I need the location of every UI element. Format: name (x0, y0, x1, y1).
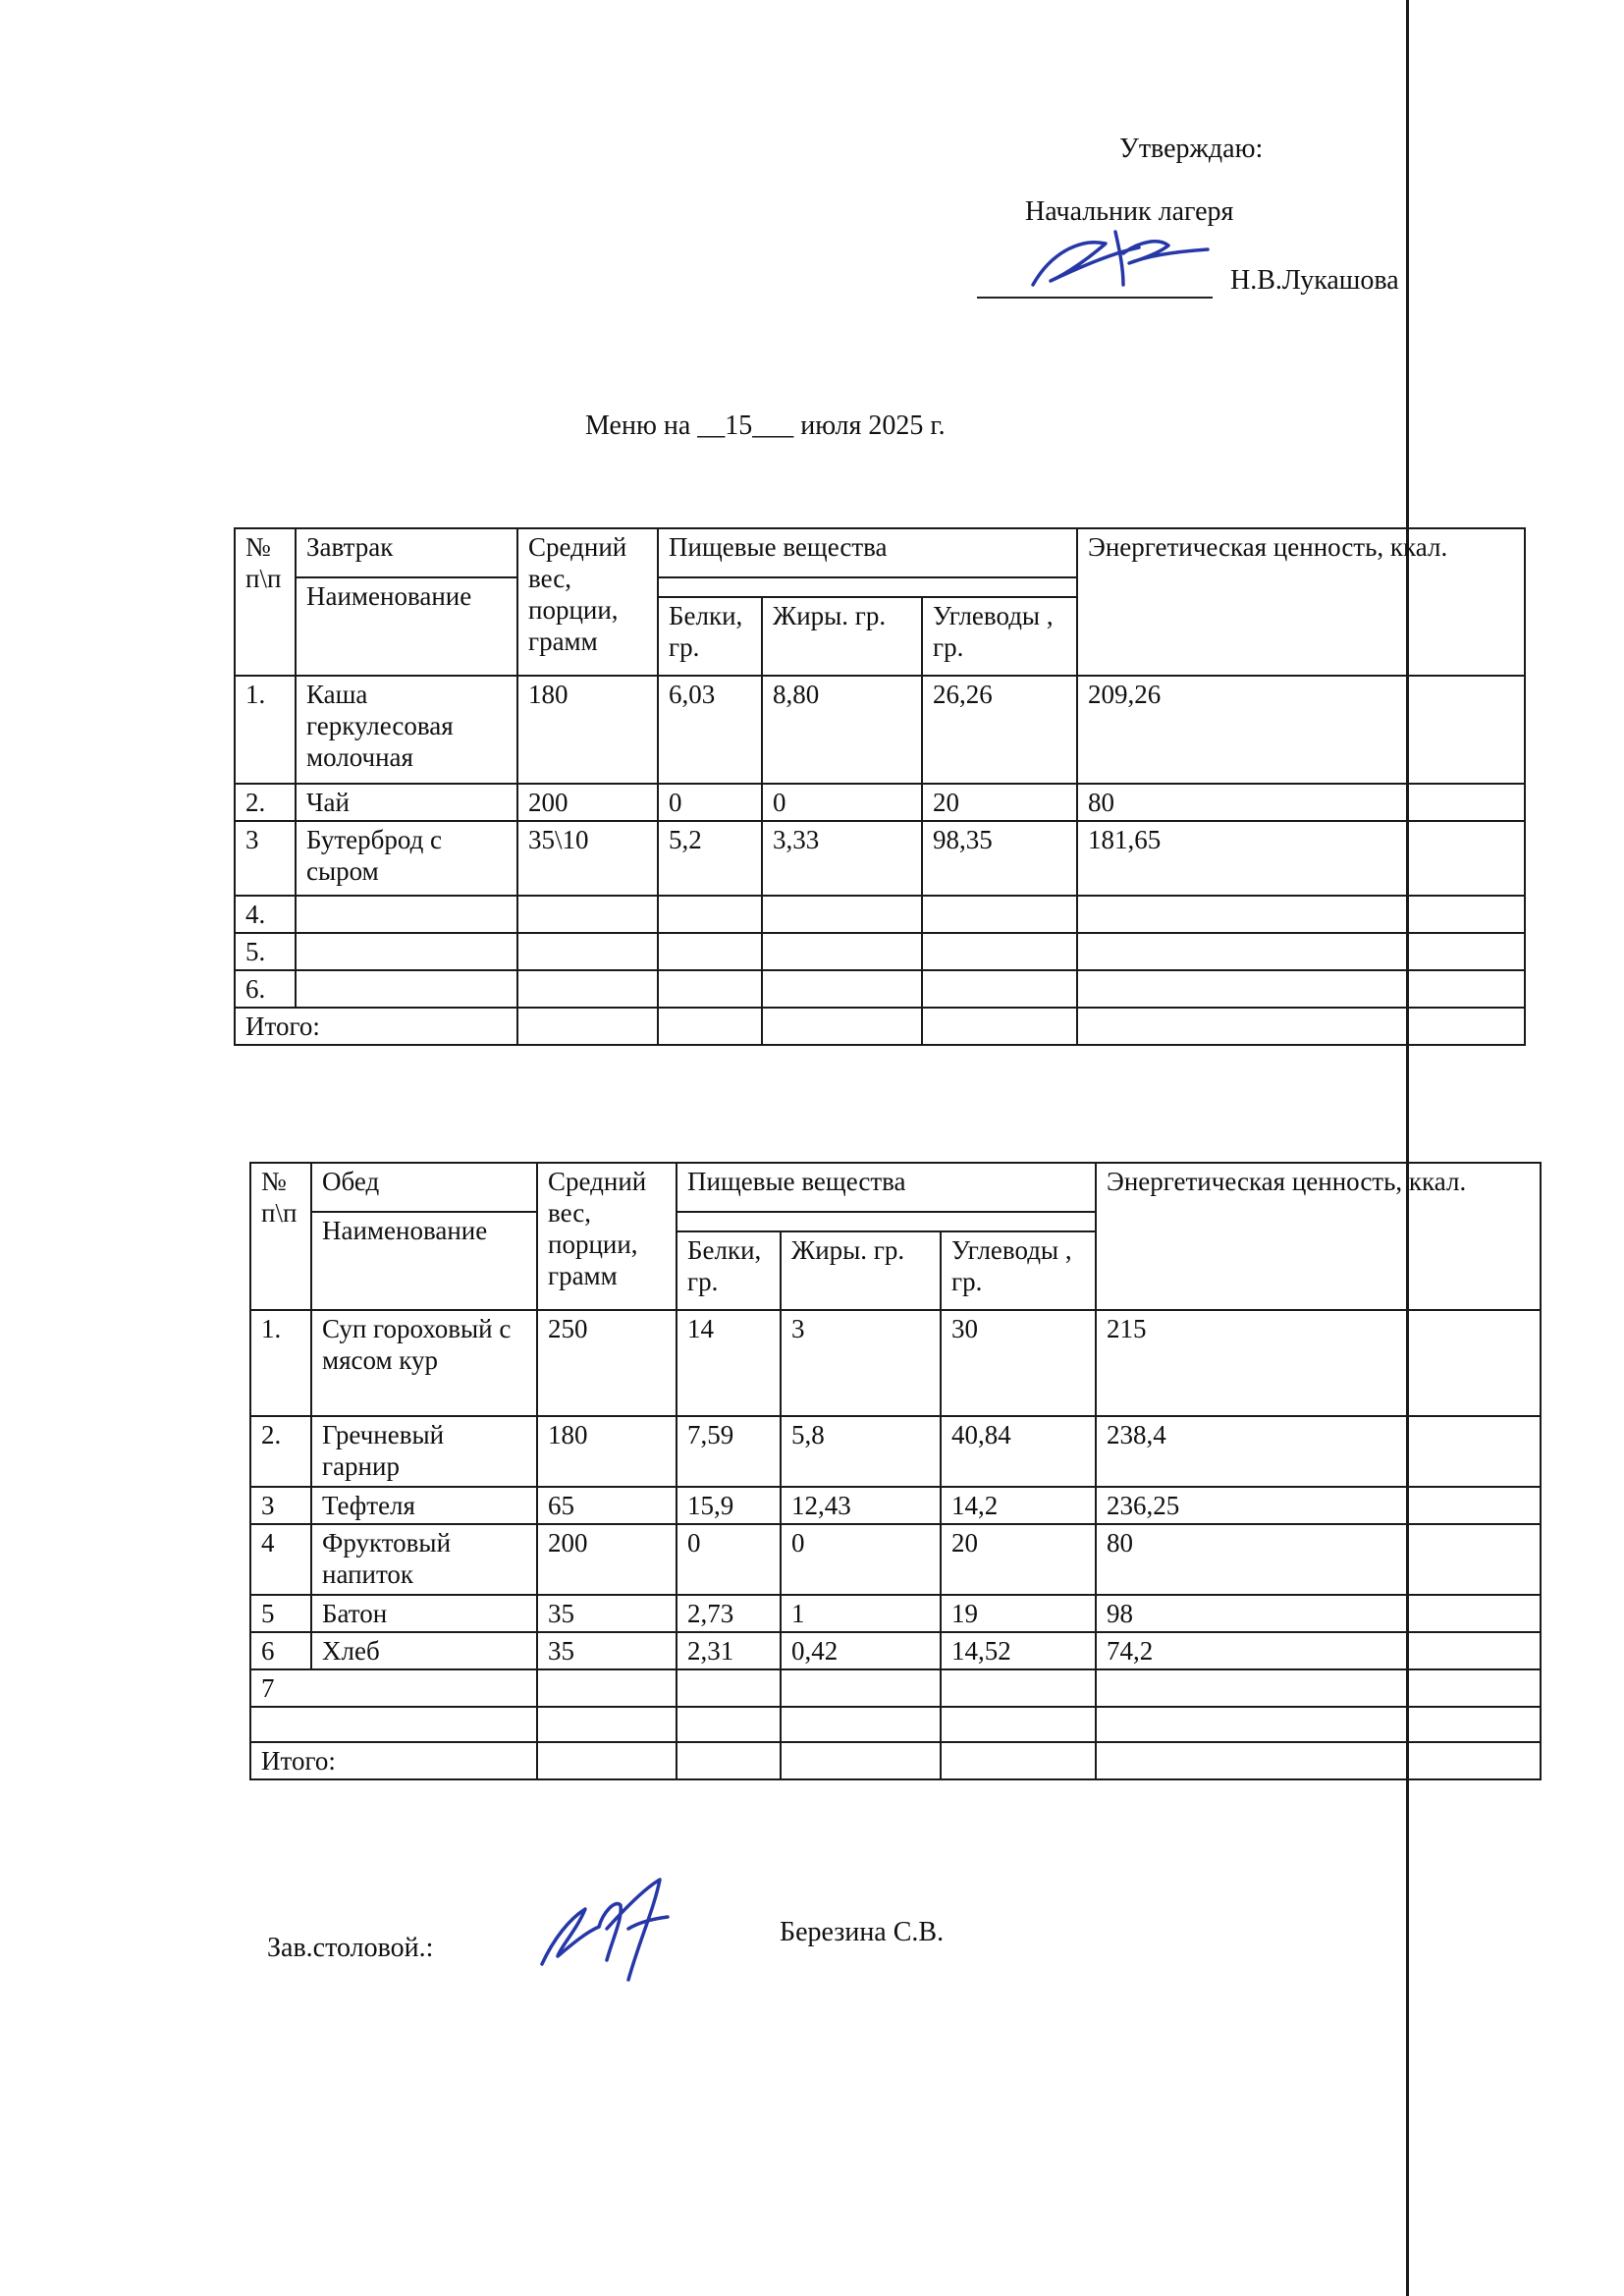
total-protein (658, 1008, 762, 1045)
row-protein: 0 (677, 1524, 781, 1595)
table-row (235, 784, 1525, 821)
document-title: Меню на __15___ июля 2025 г. (585, 410, 946, 441)
row-num: 3 (250, 1487, 311, 1524)
row-carbs: 20 (941, 1524, 1096, 1595)
total-fat (762, 1008, 922, 1045)
row-energy: 181,65 (1077, 821, 1525, 896)
row-carbs (941, 1707, 1096, 1742)
row-carbs (922, 933, 1077, 970)
approval-name: Н.В.Лукашова (1230, 265, 1399, 296)
table-row (250, 1310, 1541, 1416)
row-protein: 5,2 (658, 821, 762, 896)
row-weight (517, 933, 658, 970)
row-num: 1. (250, 1310, 311, 1416)
col-header-protein: Белки, гр. (677, 1231, 781, 1310)
row-protein (658, 970, 762, 1008)
row-num: 7 (250, 1669, 537, 1707)
col-header-carbs: Углеводы , гр. (941, 1231, 1096, 1310)
row-name: Каша геркулесовая молочная (296, 676, 517, 784)
row-energy: 238,4 (1096, 1416, 1541, 1487)
row-protein: 14 (677, 1310, 781, 1416)
row-name (296, 896, 517, 933)
row-fat (781, 1669, 941, 1707)
row-energy: 74,2 (1096, 1632, 1541, 1669)
col-header-nutrients: Пищевые вещества (677, 1163, 1096, 1212)
row-name: Бутерброд с сыром (296, 821, 517, 896)
total-carbs (922, 1008, 1077, 1045)
canteen-head-signature (530, 1870, 687, 1988)
row-weight: 200 (517, 784, 658, 821)
row-carbs (941, 1669, 1096, 1707)
table-row (250, 1707, 1541, 1742)
row-num: 5 (250, 1595, 311, 1632)
meal-label: Обед (311, 1163, 537, 1212)
meal-label: Завтрак (296, 528, 517, 577)
total-row (235, 1008, 1525, 1045)
row-energy (1096, 1669, 1541, 1707)
row-weight: 180 (537, 1416, 677, 1487)
row-fat: 3,33 (762, 821, 922, 896)
row-num: 6. (235, 970, 296, 1008)
row-carbs: 30 (941, 1310, 1096, 1416)
approval-title: Утверждаю: (1119, 134, 1264, 164)
col-header-carbs: Углеводы , гр. (922, 597, 1077, 676)
col-header-energy: Энергетическая ценность, ккал. (1096, 1163, 1541, 1310)
row-num: 5. (235, 933, 296, 970)
footer-label: Зав.столовой.: (267, 1933, 434, 1963)
row-carbs: 26,26 (922, 676, 1077, 784)
row-num: 2. (250, 1416, 311, 1487)
row-carbs: 19 (941, 1595, 1096, 1632)
row-carbs: 98,35 (922, 821, 1077, 896)
row-protein: 0 (658, 784, 762, 821)
row-num: 2. (235, 784, 296, 821)
row-num: 4. (235, 896, 296, 933)
total-protein (677, 1742, 781, 1779)
table-row (250, 1669, 1541, 1707)
row-protein: 6,03 (658, 676, 762, 784)
row-name: Суп гороховый с мясом кур (311, 1310, 537, 1416)
approval-signature-line (977, 297, 1213, 299)
row-name: Чай (296, 784, 517, 821)
row-energy: 80 (1077, 784, 1525, 821)
row-fat (762, 933, 922, 970)
total-row (250, 1742, 1541, 1779)
row-carbs (922, 970, 1077, 1008)
row-name: Гречневый гарнир (311, 1416, 537, 1487)
table-row (250, 1487, 1541, 1524)
row-fat (781, 1707, 941, 1742)
row-weight: 35 (537, 1595, 677, 1632)
row-protein (677, 1669, 781, 1707)
row-weight: 35\10 (517, 821, 658, 896)
row-carbs: 14,2 (941, 1487, 1096, 1524)
table-row (235, 676, 1525, 784)
row-fat: 0 (781, 1524, 941, 1595)
row-energy (1077, 933, 1525, 970)
col-header-protein: Белки, гр. (658, 597, 762, 676)
row-num: 6 (250, 1632, 311, 1669)
row-num: 4 (250, 1524, 311, 1595)
breakfast-table (234, 527, 1526, 1046)
total-weight (537, 1742, 677, 1779)
approval-signature (1021, 224, 1218, 302)
row-name: Батон (311, 1595, 537, 1632)
row-carbs (922, 896, 1077, 933)
row-fat: 8,80 (762, 676, 922, 784)
row-fat: 0,42 (781, 1632, 941, 1669)
row-energy (1077, 970, 1525, 1008)
row-carbs: 40,84 (941, 1416, 1096, 1487)
col-header-fat: Жиры. гр. (781, 1231, 941, 1310)
row-energy: 80 (1096, 1524, 1541, 1595)
col-header-energy: Энергетическая ценность, ккал. (1077, 528, 1525, 676)
lunch-table (249, 1162, 1542, 1780)
row-name (296, 970, 517, 1008)
table-row (250, 1595, 1541, 1632)
row-fat: 1 (781, 1595, 941, 1632)
table-row (250, 1632, 1541, 1669)
row-protein (677, 1707, 781, 1742)
row-energy (1096, 1707, 1541, 1742)
row-name (296, 933, 517, 970)
nutrients-spacer (677, 1212, 1096, 1231)
col-header-num: № п\п (235, 528, 296, 676)
col-header-weight: Средний вес, порции, грамм (537, 1163, 677, 1310)
nutrients-spacer (658, 577, 1077, 597)
row-protein (658, 933, 762, 970)
row-energy: 98 (1096, 1595, 1541, 1632)
row-weight (517, 896, 658, 933)
row-fat: 3 (781, 1310, 941, 1416)
scan-edge-line (1406, 0, 1409, 2296)
row-energy (1077, 896, 1525, 933)
row-weight: 200 (537, 1524, 677, 1595)
col-header-name: Наименование (311, 1212, 537, 1310)
total-energy (1096, 1742, 1541, 1779)
row-carbs: 20 (922, 784, 1077, 821)
row-fat (762, 970, 922, 1008)
col-header-nutrients: Пищевые вещества (658, 528, 1077, 577)
row-name: Хлеб (311, 1632, 537, 1669)
table-row (235, 896, 1525, 933)
row-fat: 0 (762, 784, 922, 821)
row-energy: 209,26 (1077, 676, 1525, 784)
row-energy: 236,25 (1096, 1487, 1541, 1524)
table-row (235, 970, 1525, 1008)
total-label: Итого: (250, 1742, 537, 1779)
col-header-fat: Жиры. гр. (762, 597, 922, 676)
row-weight (537, 1707, 677, 1742)
row-fat: 12,43 (781, 1487, 941, 1524)
row-name: Тефтеля (311, 1487, 537, 1524)
total-fat (781, 1742, 941, 1779)
row-weight (537, 1669, 677, 1707)
row-protein: 7,59 (677, 1416, 781, 1487)
row-protein: 15,9 (677, 1487, 781, 1524)
total-carbs (941, 1742, 1096, 1779)
row-weight: 35 (537, 1632, 677, 1669)
col-header-name: Наименование (296, 577, 517, 676)
approval-role: Начальник лагеря (1025, 196, 1234, 227)
footer-name: Березина С.В. (780, 1917, 945, 1947)
row-weight: 250 (537, 1310, 677, 1416)
row-energy: 215 (1096, 1310, 1541, 1416)
row-weight (517, 970, 658, 1008)
row-num: 1. (235, 676, 296, 784)
row-weight: 180 (517, 676, 658, 784)
col-header-weight: Средний вес, порции, грамм (517, 528, 658, 676)
table-row (250, 1416, 1541, 1487)
table-row (250, 1524, 1541, 1595)
total-weight (517, 1008, 658, 1045)
row-name: Фруктовый напиток (311, 1524, 537, 1595)
row-weight: 65 (537, 1487, 677, 1524)
row-fat: 5,8 (781, 1416, 941, 1487)
row-carbs: 14,52 (941, 1632, 1096, 1669)
col-header-num: № п\п (250, 1163, 311, 1310)
table-row (235, 933, 1525, 970)
row-protein: 2,73 (677, 1595, 781, 1632)
total-label: Итого: (235, 1008, 517, 1045)
row-num: 3 (235, 821, 296, 896)
row-num (250, 1707, 537, 1742)
row-protein: 2,31 (677, 1632, 781, 1669)
row-protein (658, 896, 762, 933)
table-row (235, 821, 1525, 896)
row-fat (762, 896, 922, 933)
total-energy (1077, 1008, 1525, 1045)
